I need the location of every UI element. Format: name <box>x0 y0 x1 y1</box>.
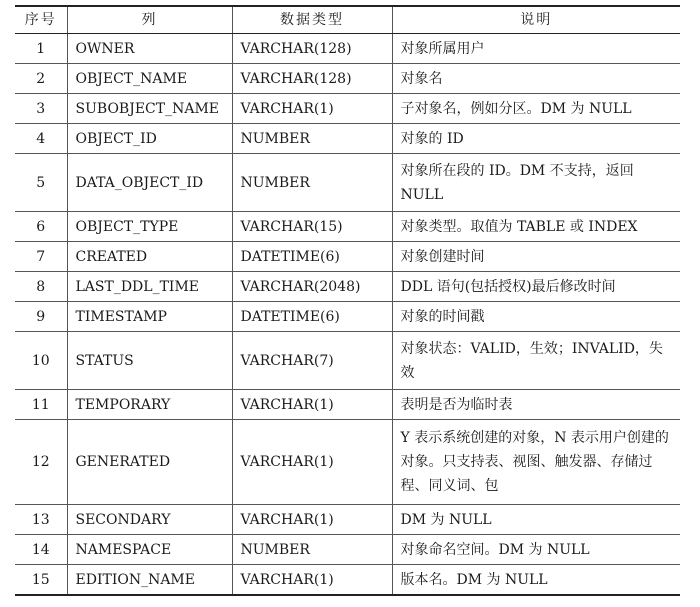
row-type: VARCHAR(1) <box>232 94 392 124</box>
row-desc: 对象所属用户 <box>392 34 680 64</box>
row-type: DATETIME(6) <box>232 242 392 272</box>
row-column: OBJECT_ID <box>67 124 232 154</box>
row-type: DATETIME(6) <box>232 302 392 332</box>
row-no: 13 <box>15 505 67 535</box>
row-no: 10 <box>15 332 67 390</box>
row-column: OBJECT_NAME <box>67 64 232 94</box>
table-row <box>15 154 680 212</box>
row-desc: 对象创建时间 <box>392 242 680 272</box>
row-desc: 表明是否为临时表 <box>392 390 680 420</box>
row-type: VARCHAR(128) <box>232 34 392 64</box>
table-row <box>15 34 680 64</box>
row-desc: 对象的 ID <box>392 124 680 154</box>
row-type: VARCHAR(1) <box>232 505 392 535</box>
row-no: 6 <box>15 212 67 242</box>
row-desc: DDL 语句(包括授权)最后修改时间 <box>392 272 680 302</box>
row-desc: Y 表示系统创建的对象，N 表示用户创建的对象。只支持表、视图、触发器、存储过程、同义词、包 <box>392 420 680 505</box>
row-no: 8 <box>15 272 67 302</box>
column-spec-table <box>15 5 680 596</box>
row-column: SUBOBJECT_NAME <box>67 94 232 124</box>
header-desc: 说明 <box>392 6 680 34</box>
table-row <box>15 94 680 124</box>
row-column: STATUS <box>67 332 232 390</box>
row-column: OBJECT_TYPE <box>67 212 232 242</box>
row-no: 2 <box>15 64 67 94</box>
table-row <box>15 535 680 565</box>
row-desc: 对象类型。取值为 TABLE 或 INDEX <box>392 212 680 242</box>
row-desc: 对象状态：VALID，生效；INVALID，失效 <box>392 332 680 390</box>
row-no: 3 <box>15 94 67 124</box>
row-no: 7 <box>15 242 67 272</box>
header-no: 序号 <box>15 6 67 34</box>
row-no: 11 <box>15 390 67 420</box>
row-no: 1 <box>15 34 67 64</box>
row-no: 12 <box>15 420 67 505</box>
row-column: DATA_OBJECT_ID <box>67 154 232 212</box>
row-desc: 对象所在段的 ID。DM 不支持，返回 NULL <box>392 154 680 212</box>
table-row <box>15 272 680 302</box>
row-no: 9 <box>15 302 67 332</box>
header-type: 数据类型 <box>232 6 392 34</box>
table-row <box>15 505 680 535</box>
row-desc: 子对象名，例如分区。DM 为 NULL <box>392 94 680 124</box>
row-type: VARCHAR(2048) <box>232 272 392 302</box>
row-column: NAMESPACE <box>67 535 232 565</box>
row-type: VARCHAR(15) <box>232 212 392 242</box>
row-type: NUMBER <box>232 124 392 154</box>
table-row <box>15 242 680 272</box>
row-no: 5 <box>15 154 67 212</box>
table-header-row <box>15 6 680 34</box>
table-row <box>15 64 680 94</box>
row-type: VARCHAR(1) <box>232 390 392 420</box>
row-type: NUMBER <box>232 154 392 212</box>
table-row <box>15 390 680 420</box>
row-type: VARCHAR(128) <box>232 64 392 94</box>
row-type: NUMBER <box>232 535 392 565</box>
row-column: CREATED <box>67 242 232 272</box>
header-column: 列 <box>67 6 232 34</box>
table-row <box>15 420 680 505</box>
row-type: VARCHAR(1) <box>232 420 392 505</box>
row-desc: 对象名 <box>392 64 680 94</box>
row-column: LAST_DDL_TIME <box>67 272 232 302</box>
row-desc: 版本名。DM 为 NULL <box>392 565 680 596</box>
row-no: 14 <box>15 535 67 565</box>
row-desc: DM 为 NULL <box>392 505 680 535</box>
table-row <box>15 124 680 154</box>
row-type: VARCHAR(1) <box>232 565 392 596</box>
row-no: 4 <box>15 124 67 154</box>
row-column: EDITION_NAME <box>67 565 232 596</box>
table-row <box>15 212 680 242</box>
row-desc: 对象命名空间。DM 为 NULL <box>392 535 680 565</box>
table-row <box>15 302 680 332</box>
row-column: SECONDARY <box>67 505 232 535</box>
row-column: GENERATED <box>67 420 232 505</box>
row-column: TIMESTAMP <box>67 302 232 332</box>
row-column: TEMPORARY <box>67 390 232 420</box>
row-column: OWNER <box>67 34 232 64</box>
row-desc: 对象的时间戳 <box>392 302 680 332</box>
row-type: VARCHAR(7) <box>232 332 392 390</box>
table-row <box>15 332 680 390</box>
row-no: 15 <box>15 565 67 596</box>
table-row <box>15 565 680 596</box>
